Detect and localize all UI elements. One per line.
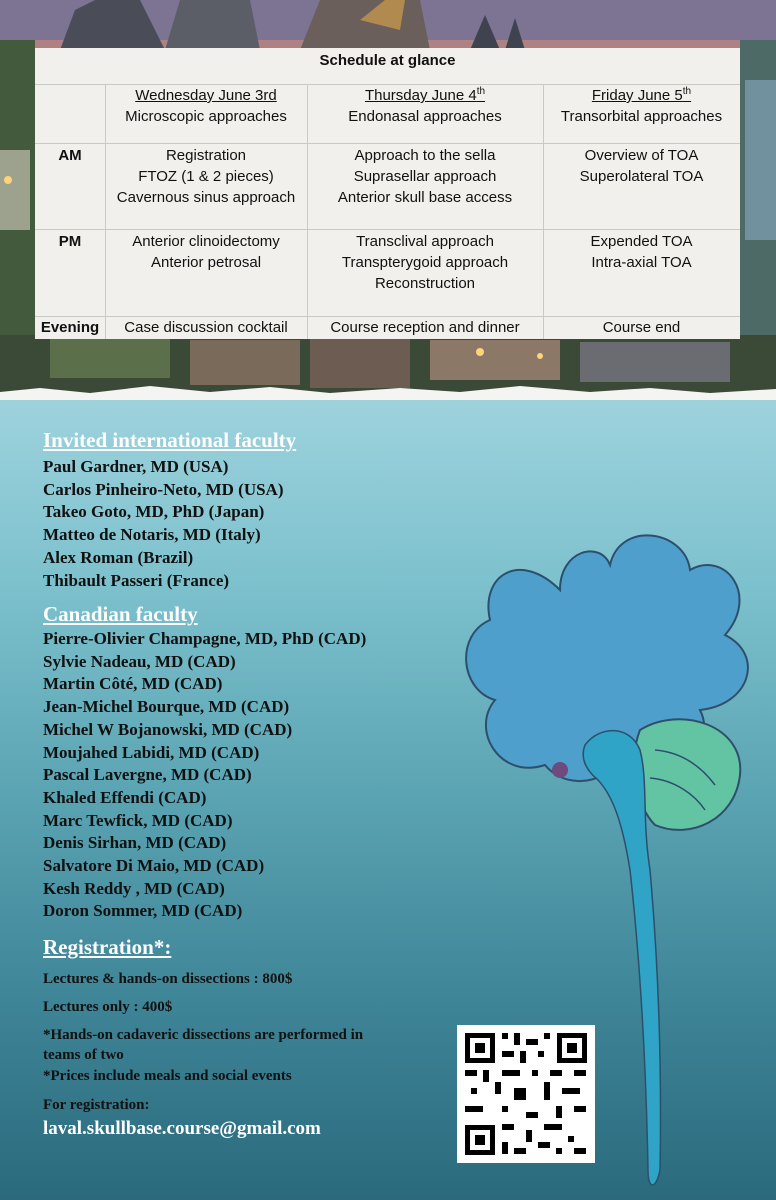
day-header-thursday: Thursday June 4th — [364, 86, 486, 104]
am-cell: Anterior skull base access — [337, 189, 513, 206]
dissection-note-line1: *Hands-on cadaveric dissections are performed in — [43, 1027, 364, 1043]
day-header-wednesday: Wednesday June 3rd — [135, 87, 277, 104]
pm-cell: Transpterygoid approach — [341, 254, 509, 271]
registration-heading: Registration*: — [43, 935, 172, 959]
pm-cell: Expended TOA — [590, 233, 693, 250]
dissection-note-line2: teams of two — [43, 1047, 124, 1063]
pm-cell: Anterior clinoidectomy — [132, 233, 280, 250]
evening-label: Evening — [40, 319, 100, 336]
pm-label: PM — [58, 233, 82, 250]
row-divider — [35, 143, 740, 144]
theme-row — [35, 108, 740, 128]
cerebellum-shape — [634, 719, 740, 830]
international-faculty-heading: Invited international faculty — [43, 428, 297, 452]
pm-row — [35, 275, 740, 295]
theme-wednesday: Microscopic approaches — [125, 108, 287, 125]
pm-cell: Transclival approach — [356, 233, 494, 250]
faculty-name: Denis Sirhan, MD (CAD) — [43, 833, 227, 853]
faculty-name: Salvatore Di Maio, MD (CAD) — [43, 856, 265, 876]
meals-note: *Prices include meals and social events — [43, 1068, 292, 1084]
am-row — [35, 168, 740, 188]
pm-row — [35, 254, 740, 274]
pm-cell: Anterior petrosal — [150, 254, 262, 271]
faculty-name: Marc Tewfick, MD (CAD) — [43, 810, 233, 830]
am-cell: Approach to the sella — [354, 147, 496, 164]
evening-cell: Course end — [602, 319, 681, 336]
pm-row — [35, 233, 740, 253]
theme-thursday: Endonasal approaches — [348, 108, 502, 125]
pituitary-dot — [552, 762, 568, 778]
row-divider — [35, 316, 740, 317]
am-cell: Registration — [165, 147, 247, 164]
am-cell: Superolateral TOA — [579, 168, 704, 185]
faculty-name: Kesh Reddy , MD (CAD) — [43, 878, 225, 898]
row-divider — [35, 229, 740, 230]
schedule-title: Schedule at glance — [319, 52, 456, 69]
contact-label: For registration: — [43, 1097, 150, 1113]
faculty-name: Martin Côté, MD (CAD) — [43, 674, 223, 694]
faculty-name: Alex Roman (Brazil) — [43, 547, 194, 567]
faculty-name: Carlos Pinheiro-Neto, MD (USA) — [43, 479, 284, 499]
registration-email-link[interactable]: laval.skullbase.course@gmail.com — [43, 1118, 321, 1139]
am-row — [35, 189, 740, 209]
faculty-name: Matteo de Notaris, MD (Italy) — [43, 525, 261, 545]
full-price-text: Lectures & hands-on dissections : 800$ — [43, 971, 293, 987]
am-cell: FTOZ (1 & 2 pieces) — [138, 168, 274, 185]
theme-friday: Transorbital approaches — [560, 108, 723, 125]
international-faculty-list — [43, 456, 283, 592]
faculty-name: Thibault Passeri (France) — [43, 570, 230, 590]
evening-cell: Case discussion cocktail — [124, 319, 288, 336]
faculty-name: Pierre-Olivier Champagne, MD, PhD (CAD) — [43, 629, 367, 648]
canadian-faculty-heading: Canadian faculty — [43, 602, 198, 626]
faculty-name: Takeo Goto, MD, PhD (Japan) — [43, 502, 265, 522]
faculty-name: Doron Sommer, MD (CAD) — [43, 901, 243, 921]
day-header-row — [35, 87, 740, 107]
faculty-name: Pascal Lavergne, MD (CAD) — [43, 765, 252, 785]
am-label: AM — [58, 147, 82, 164]
faculty-name: Khaled Effendi (CAD) — [43, 787, 207, 807]
evening-cell: Course reception and dinner — [330, 319, 520, 336]
day-header-friday: Friday June 5th — [591, 86, 692, 104]
pm-cell: Intra-axial TOA — [591, 254, 692, 271]
am-cell: Overview of TOA — [584, 147, 699, 164]
canadian-faculty-list — [43, 628, 366, 923]
faculty-name: Jean-Michel Bourque, MD (CAD) — [43, 697, 290, 717]
faculty-name: Michel W Bojanowski, MD (CAD) — [43, 719, 293, 739]
faculty-name: Sylvie Nadeau, MD (CAD) — [43, 651, 236, 671]
pm-cell: Reconstruction — [374, 275, 476, 292]
qr-code[interactable] — [457, 1025, 595, 1163]
schedule-table — [35, 48, 740, 339]
lectures-price-text: Lectures only : 400$ — [43, 999, 173, 1015]
evening-row — [35, 319, 740, 339]
qr-code-graphic — [457, 1025, 595, 1163]
am-row — [35, 147, 740, 167]
row-divider — [35, 84, 740, 85]
city-photo-banner — [0, 0, 776, 400]
am-cell: Suprasellar approach — [353, 168, 497, 185]
faculty-name: Paul Gardner, MD (USA) — [43, 457, 229, 476]
am-cell: Cavernous sinus approach — [116, 189, 296, 206]
faculty-name: Moujahed Labidi, MD (CAD) — [43, 742, 260, 762]
